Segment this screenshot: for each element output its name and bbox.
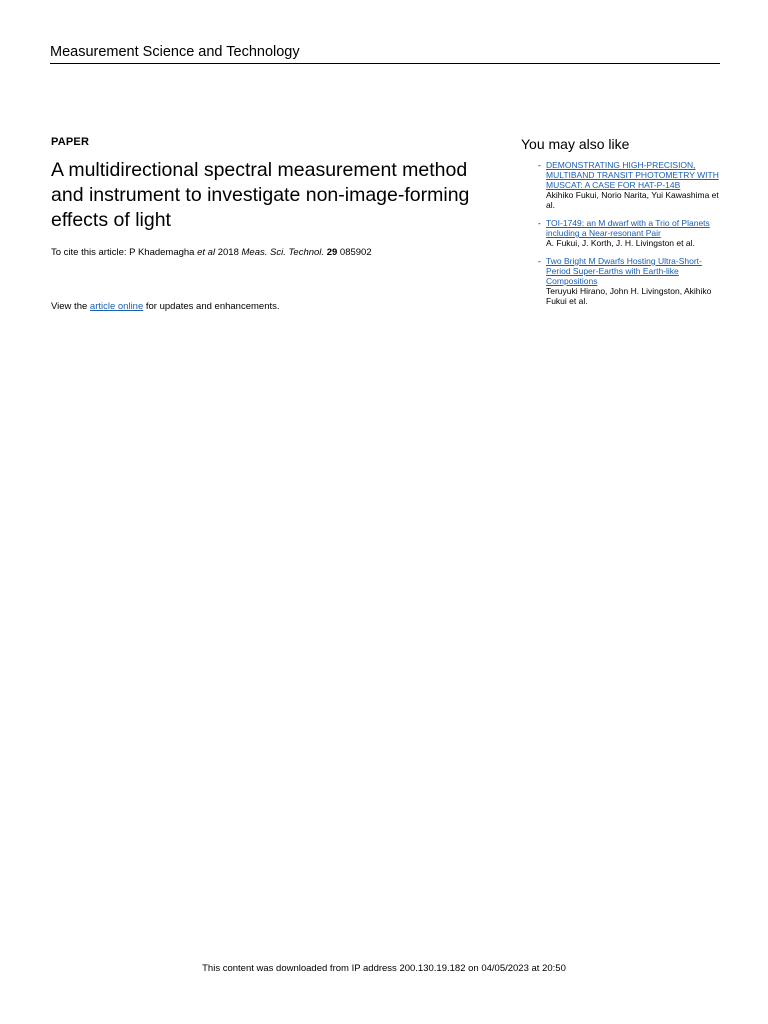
download-footer: This content was downloaded from IP address 200.130.19.182 on 04/05/2023 at 20:50 bbox=[202, 963, 566, 974]
citation-year: 2018 bbox=[215, 247, 242, 258]
citation-prefix: To cite this article: P Khademagha bbox=[51, 247, 198, 258]
view-online bbox=[51, 301, 501, 313]
view-online-prefix: View the bbox=[51, 301, 90, 312]
citation-article-number: 085902 bbox=[337, 247, 372, 258]
article-online-link[interactable]: article online bbox=[89, 301, 144, 312]
paper-title: A multidirectional spectral measurement method and instrument to investigate non-image-forming effects of light bbox=[51, 159, 470, 231]
related-dash: - bbox=[538, 256, 541, 266]
related-articles bbox=[521, 136, 721, 314]
related-dash: - bbox=[538, 160, 541, 170]
article-info bbox=[51, 136, 501, 313]
related-heading: You may also like bbox=[521, 136, 630, 152]
related-item bbox=[521, 218, 721, 248]
related-item-authors: Akihiko Fukui, Norio Narita, Yui Kawashima et al. bbox=[546, 190, 719, 210]
related-item bbox=[521, 160, 721, 210]
view-online-suffix: for updates and enhancements. bbox=[143, 301, 280, 312]
related-item-authors: Teruyuki Hirano, John H. Livingston, Akihiko Fukui et al. bbox=[546, 286, 712, 306]
citation-journal: Meas. Sci. Technol. bbox=[241, 247, 325, 258]
related-dash: - bbox=[538, 218, 541, 228]
related-item-link[interactable]: TOI-1749: an M dwarf with a Trio of Planets including a Near-resonant Pair bbox=[546, 218, 710, 238]
related-item-link[interactable]: Two Bright M Dwarfs Hosting Ultra-Short-Period Super-Earths with Earth-like Compositions bbox=[546, 256, 702, 286]
related-item bbox=[521, 256, 721, 306]
related-item-authors: A. Fukui, J. Korth, J. H. Livingston et al. bbox=[546, 238, 695, 248]
citation-volume: 29 bbox=[326, 247, 338, 258]
journal-title: Measurement Science and Technology bbox=[50, 44, 300, 60]
related-item-link[interactable]: DEMONSTRATING HIGH-PRECISION, MULTIBAND TRANSIT PHOTOMETRY WITH MUSCAT: A CASE FOR HAT-P-14B bbox=[546, 160, 719, 190]
paper-label: PAPER bbox=[51, 136, 90, 148]
journal-header bbox=[50, 44, 720, 64]
citation bbox=[51, 247, 501, 259]
citation-et-al: et al bbox=[197, 247, 216, 258]
